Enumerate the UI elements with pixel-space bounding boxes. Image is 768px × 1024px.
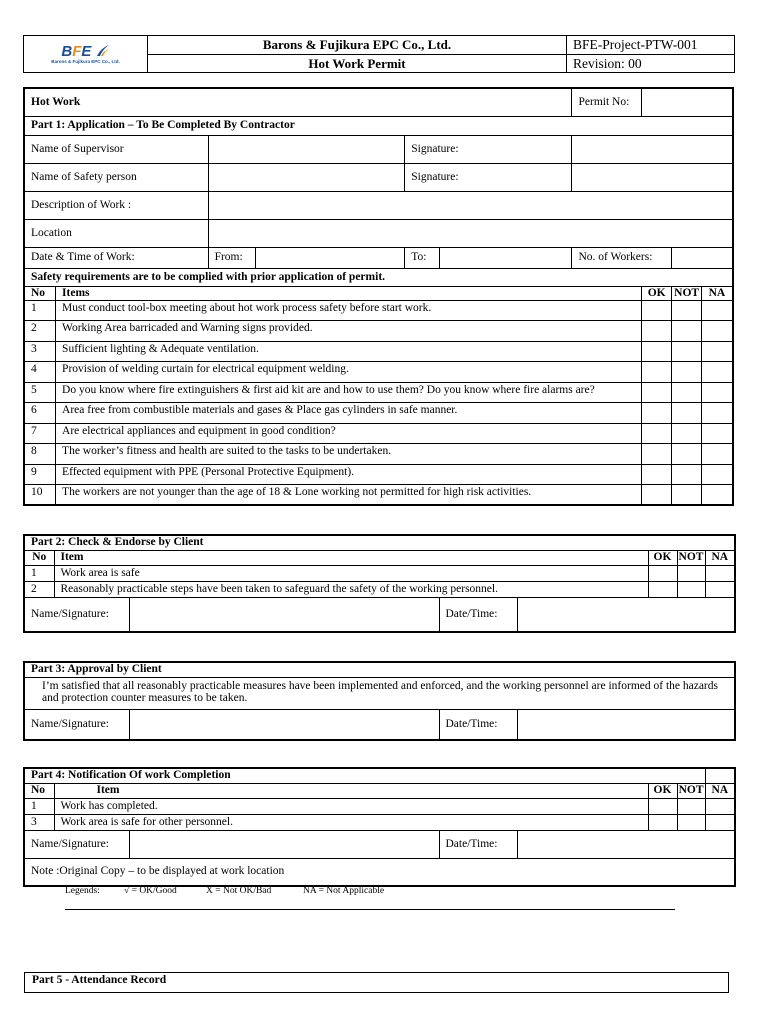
legend-ok: √ = OK/Good	[124, 886, 177, 896]
part4-name-signature-field[interactable]	[129, 830, 439, 858]
to-label: To:	[405, 247, 440, 268]
part2-item-text: Work area is safe	[54, 565, 648, 581]
part1-item-row	[24, 362, 733, 383]
part4-item-row	[24, 798, 735, 814]
part4-date-time-label: Date/Time:	[439, 830, 517, 858]
logo-company-text: Barons & Fujikura EPC Co., Ltd.	[51, 59, 120, 64]
col-not-header: NOT	[672, 286, 701, 300]
part1-na-checkbox[interactable]	[701, 362, 733, 383]
part2-item-text: Reasonably practicable steps have been taken to safeguard the safety of the working personnel.	[54, 581, 648, 597]
legend-not-applicable: NA = Not Applicable	[303, 886, 385, 896]
safety-requirements-note: Safety requirements are to be complied with prior application of permit.	[24, 268, 733, 286]
part1-item-row	[24, 423, 733, 444]
document-title: Hot Work Permit	[148, 54, 567, 73]
part2-not-checkbox[interactable]	[677, 581, 705, 597]
revision-number: Revision: 00	[567, 54, 735, 73]
supervisor-name-field[interactable]	[208, 135, 405, 163]
part1-not-checkbox[interactable]	[672, 485, 701, 506]
part3-statement: I’m satisfied that all reasonably practicable measures have been implemented and enforced, and the working personnel are informed of the hazards and protection counter measures to be taken.	[24, 677, 735, 709]
workers-label: No. of Workers:	[572, 247, 672, 268]
part1-item-row	[24, 321, 733, 342]
part2-col-not-header: NOT	[678, 551, 704, 563]
logo-letter-e: E	[81, 43, 92, 60]
part1-not-checkbox[interactable]	[672, 403, 701, 424]
safety-person-name-field[interactable]	[208, 163, 405, 191]
part1-item-row	[24, 403, 733, 424]
part1-na-checkbox[interactable]	[701, 382, 733, 403]
part4-date-time-field[interactable]	[517, 830, 735, 858]
permit-no-label: Permit No:	[572, 88, 641, 116]
part1-item-text: Sufficient lighting & Adequate ventilation.	[56, 341, 642, 362]
part2-col-no-header: No	[24, 550, 54, 565]
hot-work-label: Hot Work	[24, 88, 572, 116]
part2-item-row	[24, 581, 735, 597]
part1-ok-checkbox[interactable]	[641, 485, 672, 506]
part1-ok-checkbox[interactable]	[641, 362, 672, 383]
part1-ok-checkbox[interactable]	[641, 444, 672, 465]
supervisor-signature-field[interactable]	[572, 135, 733, 163]
part1-item-text: The worker’s fitness and health are suited to the tasks to be undertaken.	[56, 444, 642, 465]
part2-not-checkbox[interactable]	[677, 565, 705, 581]
part2-col-item-header: Item	[54, 550, 648, 565]
part2-date-time-field[interactable]	[517, 597, 735, 632]
part4-ok-checkbox[interactable]	[648, 814, 677, 830]
part1-item-row	[24, 382, 733, 403]
part3-heading: Part 3: Approval by Client	[24, 662, 735, 677]
part1-ok-checkbox[interactable]	[641, 403, 672, 424]
part1-item-text: Effected equipment with PPE (Personal Protective Equipment).	[56, 464, 642, 485]
logo-letter-b: B	[61, 43, 73, 60]
safety-person-label: Name of Safety person	[24, 163, 208, 191]
supervisor-signature-label: Signature:	[405, 135, 572, 163]
part4-col-ok-header: OK	[648, 783, 677, 798]
part1-ok-checkbox[interactable]	[641, 464, 672, 485]
part1-ok-checkbox[interactable]	[641, 423, 672, 444]
part1-item-number: 1	[24, 300, 56, 321]
part4-item-text: Work has completed.	[54, 798, 648, 814]
part1-na-checkbox[interactable]	[701, 321, 733, 342]
part4-ok-checkbox[interactable]	[648, 798, 677, 814]
part2-item-row	[24, 565, 735, 581]
part1-na-checkbox[interactable]	[701, 423, 733, 444]
part1-table	[23, 87, 734, 506]
part1-item-number: 5	[24, 382, 56, 403]
part1-na-checkbox[interactable]	[701, 403, 733, 424]
part1-item-number: 10	[24, 485, 56, 506]
part1-not-checkbox[interactable]	[672, 300, 701, 321]
part1-item-row	[24, 300, 733, 321]
part4-not-checkbox[interactable]	[677, 814, 705, 830]
part1-not-checkbox[interactable]	[672, 321, 701, 342]
part1-item-number: 8	[24, 444, 56, 465]
part4-heading-blank	[705, 768, 735, 783]
permit-no-field[interactable]	[641, 88, 733, 116]
part2-name-signature-field[interactable]	[129, 597, 439, 632]
part1-item-number: 2	[24, 321, 56, 342]
part4-note: Note :Original Copy – to be displayed at work location	[24, 858, 735, 886]
legend-label: Legends:	[65, 886, 100, 896]
part3-name-signature-label: Name/Signature:	[24, 709, 129, 740]
part1-na-checkbox[interactable]	[701, 485, 733, 506]
location-field[interactable]	[208, 219, 733, 247]
part1-not-checkbox[interactable]	[672, 444, 701, 465]
from-label: From:	[208, 247, 255, 268]
part1-item-number: 7	[24, 423, 56, 444]
part1-na-checkbox[interactable]	[701, 464, 733, 485]
part1-item-number: 9	[24, 464, 56, 485]
part2-col-na-header: NA	[705, 550, 735, 565]
part1-na-checkbox[interactable]	[701, 444, 733, 465]
part3-date-time-field[interactable]	[517, 709, 735, 740]
col-ok-header: OK	[641, 286, 672, 300]
part1-item-row	[24, 341, 733, 362]
part1-ok-checkbox[interactable]	[641, 300, 672, 321]
part1-item-number: 6	[24, 403, 56, 424]
part2-item-number: 1	[24, 565, 54, 581]
part4-col-item-header: Item	[54, 783, 648, 798]
part2-name-signature-label: Name/Signature:	[24, 597, 129, 632]
col-items-header: Items	[56, 286, 642, 300]
part4-col-not-header: NOT	[678, 784, 704, 796]
part2-heading: Part 2: Check & Endorse by Client	[24, 535, 735, 550]
part1-na-checkbox[interactable]	[701, 300, 733, 321]
part3-date-time-label: Date/Time:	[439, 709, 517, 740]
part5-box	[24, 972, 729, 993]
part3-table	[23, 661, 736, 741]
logo-letter-f: F	[72, 43, 82, 60]
part4-name-signature-label: Name/Signature:	[24, 830, 129, 858]
part3-name-signature-field[interactable]	[129, 709, 439, 740]
part2-col-ok-header: OK	[648, 550, 677, 565]
header-table	[23, 35, 735, 73]
logo-cell	[24, 36, 148, 73]
part5-heading: Part 5 - Attendance Record	[32, 974, 167, 986]
part1-item-text: Are electrical appliances and equipment in good condition?	[56, 423, 642, 444]
part2-date-time-label: Date/Time:	[439, 597, 517, 632]
safety-person-signature-label: Signature:	[405, 163, 572, 191]
part4-item-number: 3	[24, 814, 54, 830]
part4-item-number: 1	[24, 798, 54, 814]
date-time-label: Date & Time of Work:	[24, 247, 208, 268]
col-no-header: No	[24, 286, 56, 300]
part2-ok-checkbox[interactable]	[648, 581, 677, 597]
company-logo	[24, 36, 147, 72]
part4-col-na-header: NA	[705, 783, 735, 798]
part1-item-number: 3	[24, 341, 56, 362]
document-number: BFE-Project-PTW-001	[567, 36, 735, 55]
part1-heading: Part 1: Application – To Be Completed By Contractor	[24, 116, 733, 135]
part1-item-text: Working Area barricaded and Warning signs provided.	[56, 321, 642, 342]
part4-na-checkbox[interactable]	[705, 798, 735, 814]
part4-not-checkbox[interactable]	[677, 798, 705, 814]
part1-not-checkbox[interactable]	[672, 423, 701, 444]
from-field[interactable]	[255, 247, 404, 268]
part1-item-text: Area free from combustible materials and gases & Place gas cylinders in safe manner.	[56, 403, 642, 424]
part1-na-checkbox[interactable]	[701, 341, 733, 362]
part1-ok-checkbox[interactable]	[641, 382, 672, 403]
part4-item-row	[24, 814, 735, 830]
safety-person-signature-field[interactable]	[572, 163, 733, 191]
part2-na-checkbox[interactable]	[705, 565, 735, 581]
part2-ok-checkbox[interactable]	[648, 565, 677, 581]
part2-item-number: 2	[24, 581, 54, 597]
part1-item-row	[24, 464, 733, 485]
location-label: Location	[24, 219, 208, 247]
part1-item-number: 4	[24, 362, 56, 383]
workers-field[interactable]	[672, 247, 733, 268]
part4-col-no-header: No	[24, 783, 54, 798]
part4-na-checkbox[interactable]	[705, 814, 735, 830]
part1-item-text: Provision of welding curtain for electrical equipment welding.	[56, 362, 642, 383]
part1-item-row	[24, 485, 733, 506]
col-na-header: NA	[701, 286, 733, 300]
legend	[0, 886, 768, 900]
part1-not-checkbox[interactable]	[672, 362, 701, 383]
supervisor-label: Name of Supervisor	[24, 135, 208, 163]
part4-heading: Part 4: Notification Of work Completion	[24, 768, 705, 783]
company-name: Barons & Fujikura EPC Co., Ltd.	[148, 36, 567, 55]
legend-not-ok: X = Not OK/Bad	[206, 886, 272, 896]
part4-item-text: Work area is safe for other personnel.	[54, 814, 648, 830]
to-field[interactable]	[439, 247, 572, 268]
description-field[interactable]	[208, 191, 733, 219]
part1-not-checkbox[interactable]	[672, 382, 701, 403]
part1-item-row	[24, 444, 733, 465]
part2-table	[23, 534, 736, 633]
part1-not-checkbox[interactable]	[672, 464, 701, 485]
divider-line	[65, 909, 675, 910]
logo-swoosh-icon	[96, 44, 110, 57]
description-label: Description of Work :	[24, 191, 208, 219]
part1-not-checkbox[interactable]	[672, 341, 701, 362]
part1-ok-checkbox[interactable]	[641, 321, 672, 342]
part4-table	[23, 767, 736, 887]
part1-item-text: Do you know where fire extinguishers & first aid kit are and how to use them? Do you know where fire alarms are?	[56, 382, 642, 403]
part2-na-checkbox[interactable]	[705, 581, 735, 597]
part1-ok-checkbox[interactable]	[641, 341, 672, 362]
part1-item-text: Must conduct tool-box meeting about hot work process safety before start work.	[56, 300, 642, 321]
part1-item-text: The workers are not younger than the age of 18 & Lone working not permitted for high risk activities.	[56, 485, 642, 506]
